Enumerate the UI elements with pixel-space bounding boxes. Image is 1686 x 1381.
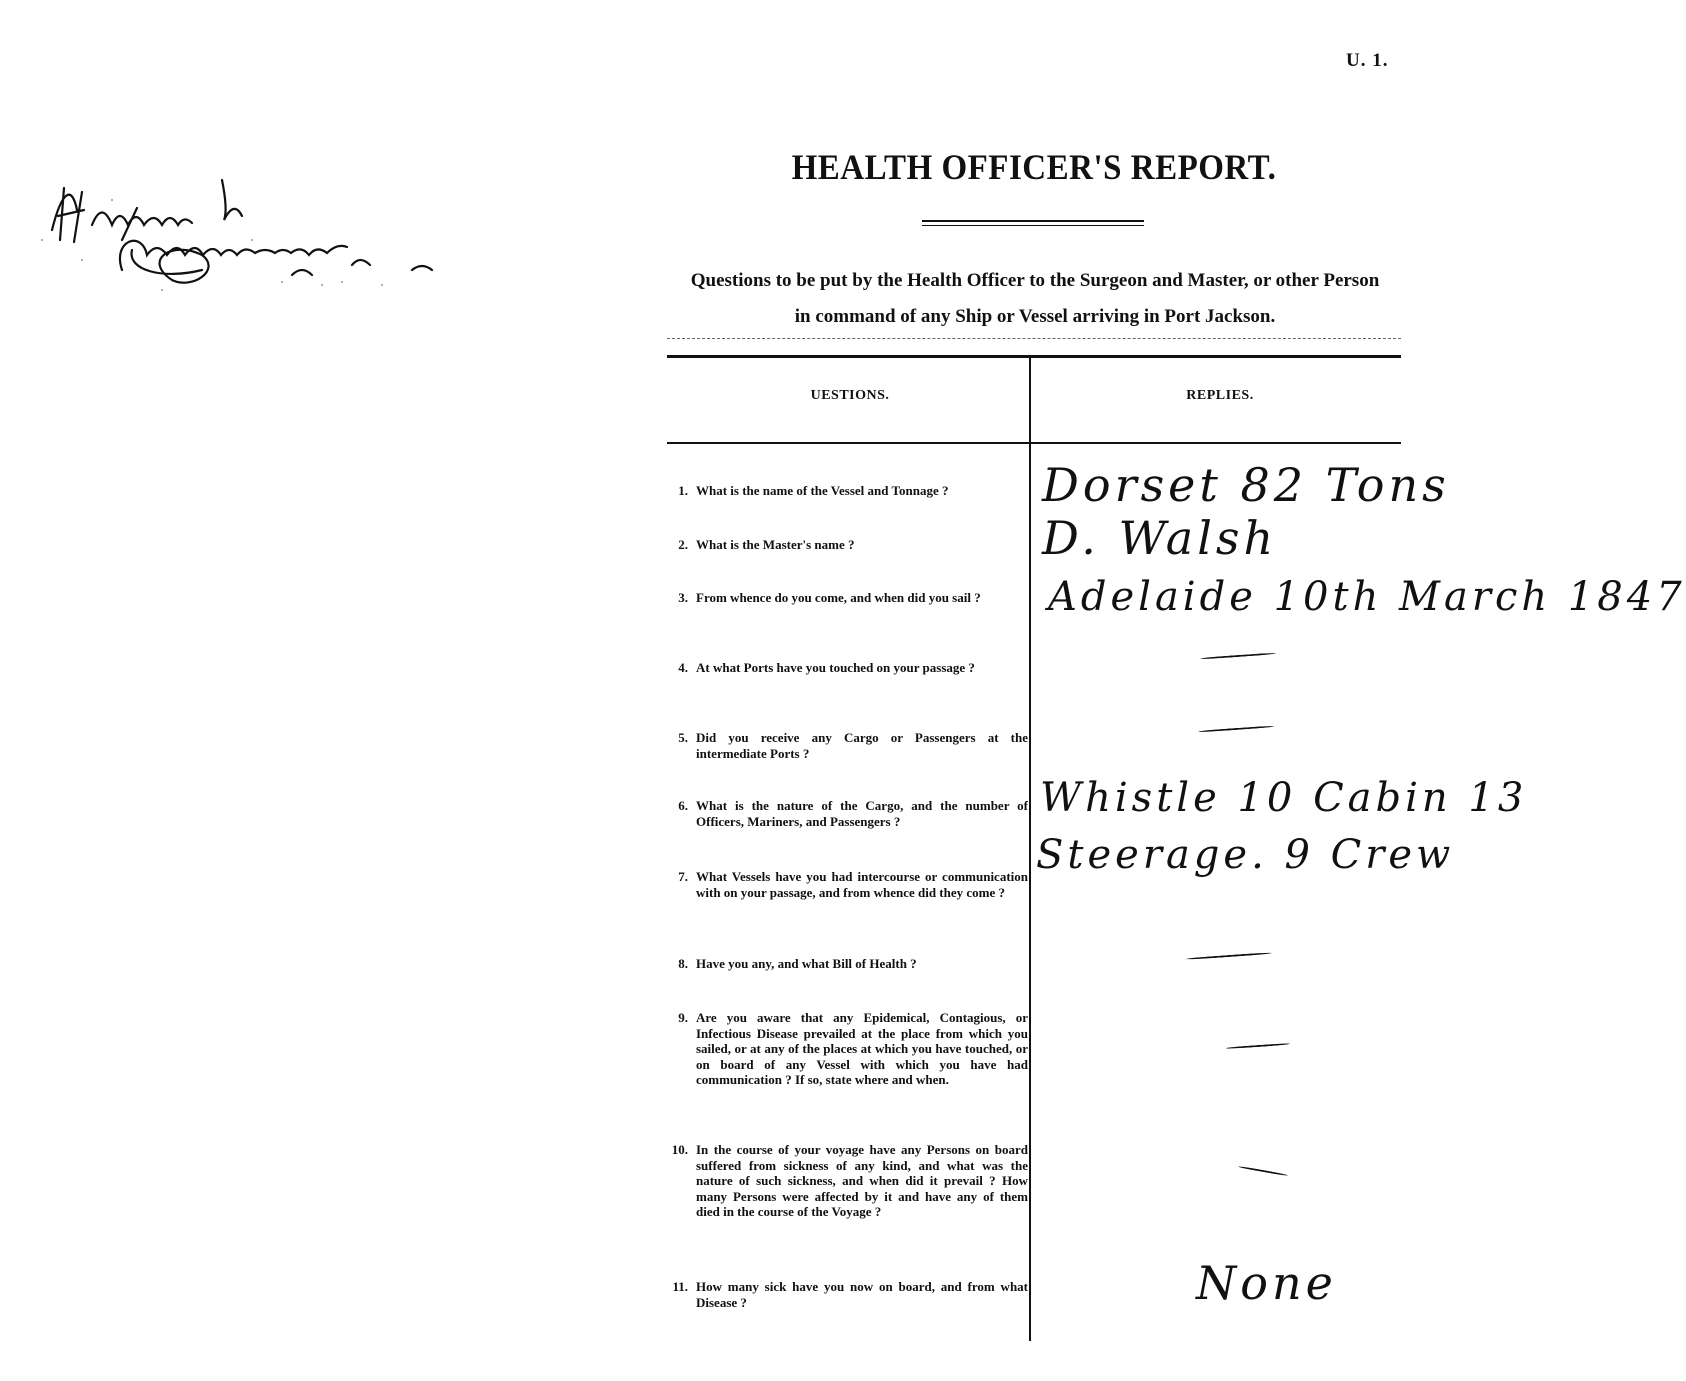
question-number: 2.	[678, 537, 688, 552]
question-number: 11.	[672, 1279, 688, 1294]
form-id: U. 1.	[1346, 50, 1389, 71]
addressee-line1: The Honorable	[22, 157, 119, 174]
question-number: 3.	[678, 590, 688, 605]
question-text: What is the nature of the Cargo, and the number of Officers, Mariners, and Passengers ?	[696, 798, 1028, 829]
addressee-signature	[22, 157, 462, 300]
question-text: What is the Master's name ?	[696, 537, 855, 552]
question-text: From whence do you come, and when did you sail ?	[696, 590, 981, 605]
reply-dash-8	[1186, 952, 1272, 960]
question-number: 7.	[678, 869, 688, 884]
question-text: Did you receive any Cargo or Passengers at the intermediate Ports ?	[696, 730, 1028, 761]
question-number: 8.	[678, 956, 688, 971]
reply-dash-4	[1200, 652, 1276, 659]
reply-cargo-persons: Whistle 10 Cabin 13	[1040, 775, 1528, 821]
question-number: 10.	[671, 1142, 688, 1157]
question-text: What Vessels have you had intercourse or communication with on your passage, and from whence did they come ?	[696, 869, 1028, 900]
question-text: How many sick have you now on board, and from what Disease ?	[696, 1279, 1028, 1310]
question-text: What is the name of the Vessel and Tonnage ?	[696, 483, 949, 498]
title-underline	[922, 220, 1144, 226]
table-top-rule	[667, 355, 1401, 358]
subtitle-line-2: in command of any Ship or Vessel arriving in Port Jackson.	[794, 306, 1276, 327]
table-header-rule	[667, 442, 1401, 444]
reply-master-name: D. Walsh	[1042, 511, 1278, 565]
replies-column-header: REPLIES.	[1186, 388, 1254, 403]
question-text: In the course of your voyage have any Persons on board suffered from sickness of any kind, and what was the nature of such sickness, and when did it prevail ? How many Persons were affected by it and have any of them died in the course of the Voyage ?	[696, 1142, 1028, 1219]
reply-dash-9	[1226, 1043, 1290, 1049]
question-text: Have you any, and what Bill of Health ?	[696, 956, 917, 971]
question-number: 9.	[678, 1010, 688, 1025]
question-number: 4.	[678, 660, 688, 675]
subtitle	[660, 263, 1410, 335]
question-number: 1.	[678, 483, 688, 498]
handwritten-addressee-icon	[22, 157, 462, 300]
column-divider	[1029, 356, 1031, 1341]
reply-sick-now: None	[1196, 1256, 1337, 1310]
question-text: At what Ports have you touched on your passage ?	[696, 660, 975, 675]
question-number: 5.	[678, 730, 688, 745]
page-title: HEALTH OFFICER'S REPORT.	[791, 148, 1277, 188]
reply-mark-10	[1238, 1166, 1288, 1177]
reply-vessel-tonnage: Dorset 82 Tons	[1042, 458, 1450, 512]
question-text: Are you aware that any Epidemical, Contagious, or Infectious Disease prevailed at the place from which you sailed, or at any of the places at which you have touched, or on board of any Vessel with which you have had communication ? If so, state where and when.	[696, 1010, 1028, 1087]
question-number: 6.	[678, 798, 688, 813]
reply-origin-date: Adelaide 10th March 1847	[1048, 574, 1686, 620]
questions-column-header: UESTIONS.	[810, 388, 890, 403]
divider	[667, 338, 1401, 339]
reply-dash-5	[1198, 725, 1274, 732]
reply-steerage-crew: Steerage. 9 Crew	[1036, 832, 1455, 878]
subtitle-line-1: Questions to be put by the Health Officer to the Surgeon and Master, or other Person	[690, 270, 1380, 291]
